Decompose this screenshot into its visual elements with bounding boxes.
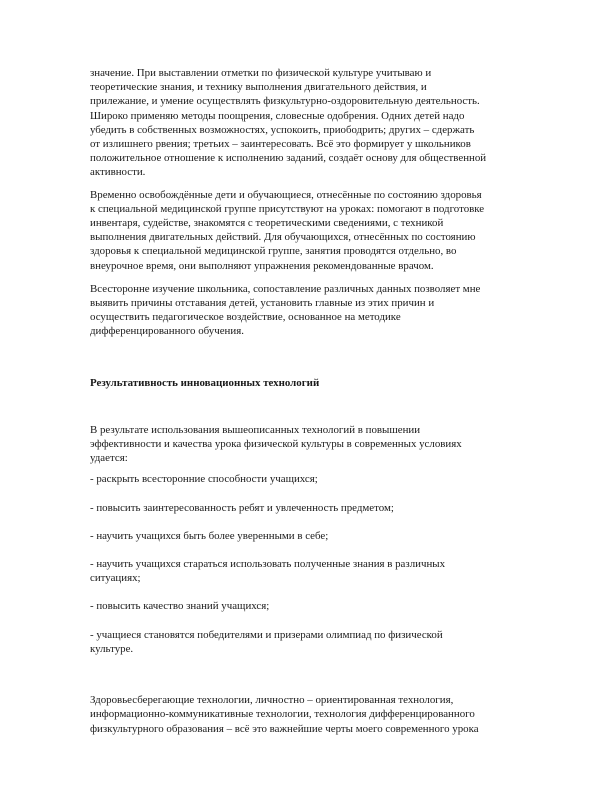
text-line: Здоровьесберегающие технологии, личностно – ориентированная технология, [90,694,454,707]
paragraph-grading [90,66,522,180]
text-line: инвентаря, судействе, знакомятся с теоретическими сведениями, с техникой [90,217,444,230]
paragraph-conclusion [90,693,522,736]
text-line: Временно освобождённые дети и обучающиеся, отнесённые по состоянию здоровья [90,188,482,201]
list-item [90,557,522,585]
text-line: прилежание, и умение осуществлять физкультурно-оздоровительную деятельность. [90,95,480,108]
text-line: - научить учащихся быть более уверенными в себе; [90,529,329,542]
paragraph-student-study [90,282,522,339]
text-line: к специальной медицинской группе присутствуют на уроках: помогают в подготовке [90,202,485,215]
text-line: выявить причины отставания детей, установить главные из этих причин и [90,297,435,310]
text-line: физкультурного образования – всё это важнейшие черты моего современного урока [90,722,479,735]
text-line: значение. При выставлении отметки по физической культуре учитываю и [90,67,432,79]
paragraph-special-group [90,188,522,273]
text-line: - повысить заинтересованность ребят и увлеченность предметом; [90,501,394,514]
text-line: осуществить педагогическое воздействие, основанное на методике [90,311,401,324]
paragraph-results-intro [90,423,522,466]
text-line: Всесторонне изучение школьника, сопоставление различных данных позволяет мне [90,282,481,295]
text-line: эффективности и качества урока физической культуры в современных условиях [90,438,462,451]
list-item [90,501,522,515]
text-line: активности. [90,166,146,179]
list-item [90,529,522,543]
document-body [90,66,522,736]
text-line: внеурочное время, они выполняют упражнения рекомендованные врачом. [90,259,434,272]
list-item [90,599,522,613]
text-line: здоровья к специальной медицинской группе, занятия проводятся отдельно, во [90,245,457,258]
text-line: Широко применяю методы поощрения, словесные одобрения. Одних детей надо [90,109,465,122]
text-line: дифференцированного обучения. [90,325,244,338]
text-line: культуре. [90,642,134,655]
text-line: В результате использования вышеописанных технологий в повышении [90,423,421,436]
text-line: теоретические знания, и технику выполнения двигательного действия, и [90,81,427,94]
text-line: - повысить качество знаний учащихся; [90,600,270,613]
text-line: выполнения двигательных действий. Для обучающихся, отнесённых по состоянию [90,231,476,244]
text-line: - раскрыть всесторонние способности учащихся; [90,473,318,486]
text-line: - учащиеся становятся победителями и призерами олимпиад по физической [90,628,443,641]
text-line: от излишнего рвения; третьих – заинтересовать. Всё это формирует у школьников [90,138,471,151]
text-line: положительное отношение к исполнению заданий, создаёт основу для общественной [90,152,487,165]
list-item [90,628,522,656]
text-line: ситуациях; [90,572,141,585]
text-line: удается: [90,452,128,465]
list-item [90,472,522,486]
text-line: - научить учащихся стараться использовать полученные знания в различных [90,558,446,571]
text-line: информационно-коммуникативные технологии, технология дифференцированного [90,708,475,721]
section-heading: Результативность инновационных технологий [90,376,320,389]
text-line: убедить в собственных возможностях, успокоить, приободрить; других – сдержать [90,123,475,136]
